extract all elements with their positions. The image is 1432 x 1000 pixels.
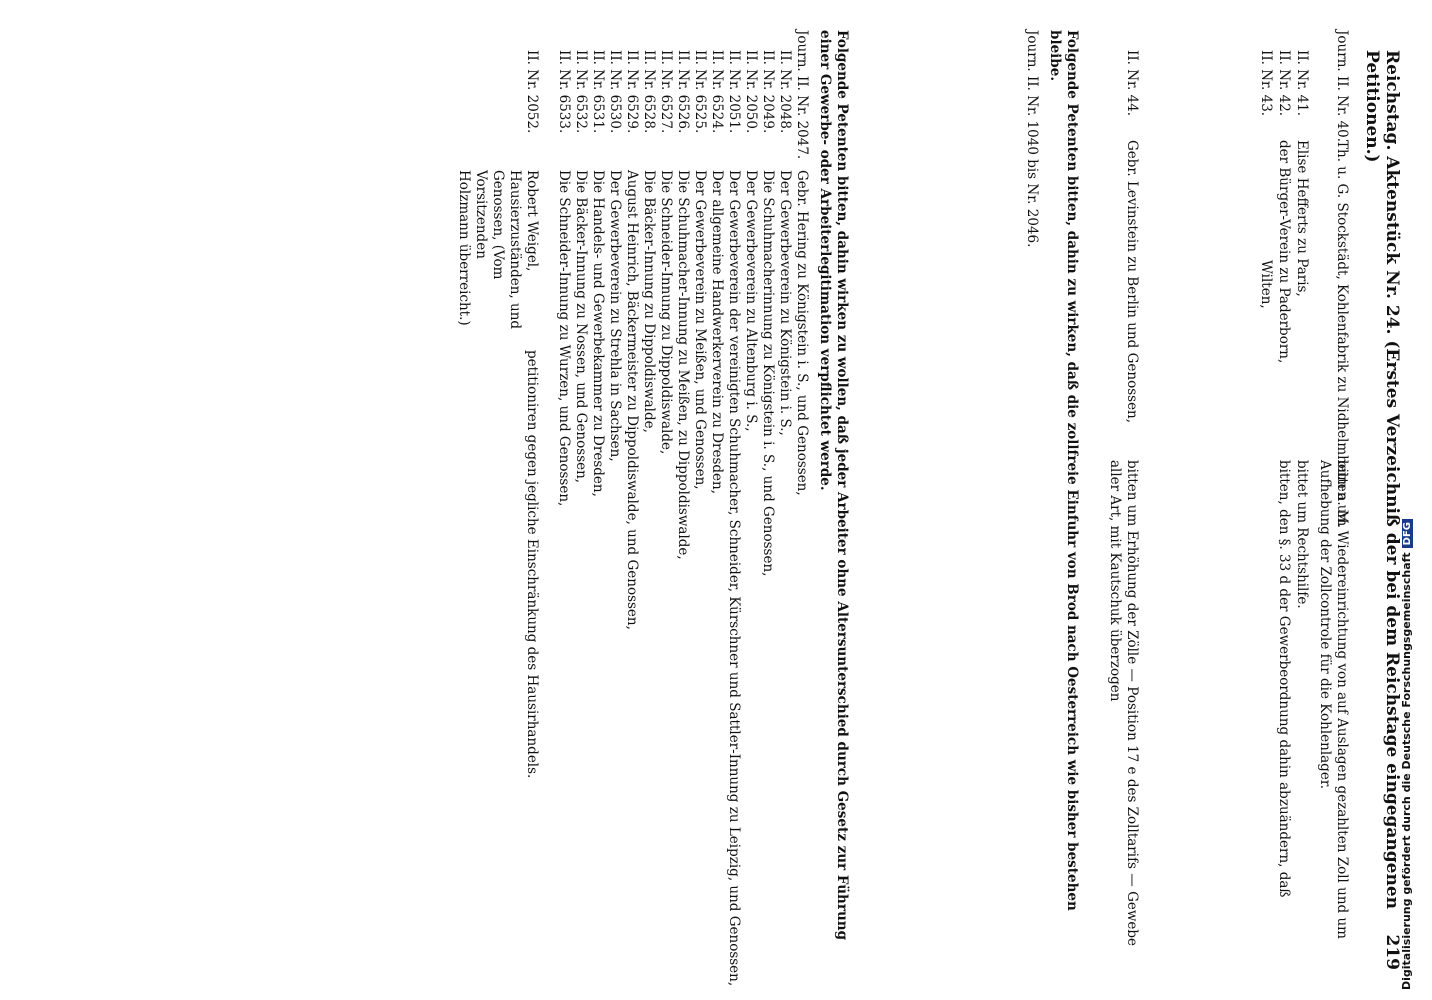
list-item-text: Der Gewerbeverein zu Meißen, und Genossen, bbox=[692, 170, 708, 490]
list-item-ref: II. Nr. 6530. bbox=[607, 50, 623, 134]
list-item-ref: II. Nr. 6531. bbox=[590, 50, 606, 134]
entry-ref: Journ. II. Nr. 40. bbox=[1334, 30, 1350, 143]
credit-text: Digitalisierung gefördert durch die Deutsche Forschungsgemeinschaft bbox=[1400, 552, 1413, 990]
section-heading: Folgende Petenten bitten, dahin wirken zu wollen, daß jeder Arbeiter ohne Altersunterschied durch Gesetz zur Führung einer Gewerbe- oder Arbeiterlegitimation verpflichtet werde. bbox=[817, 30, 850, 941]
entry-petitioner: Wilten, bbox=[1258, 260, 1274, 309]
list-item-ref: II. Nr. 2048. bbox=[777, 50, 793, 134]
section-ref: Journ. II. Nr. 1040 bis Nr. 2046. bbox=[1024, 30, 1040, 248]
rotated-content bbox=[20, 30, 1410, 987]
list-item-ref: II. Nr. 6529. bbox=[624, 50, 640, 134]
header-page-number: 219 bbox=[1382, 934, 1402, 970]
list-item-text: Der allgemeine Handwerkerverein zu Dresden, bbox=[709, 170, 725, 495]
entry-ref: II. Nr. 41. bbox=[1294, 50, 1310, 117]
dfg-logo: DFG bbox=[1402, 519, 1413, 548]
entry-petitioner: der Bürger-Verein zu Paderborn, bbox=[1276, 140, 1292, 364]
list-item-note: petitioniren gegen jegliche Einschränkung des Hausirhandels. bbox=[524, 350, 540, 779]
list-item-text: Robert Weigel, Hausierzuständen, und Genossen, (Vom Vorsitzenden Holzmann überreicht.) bbox=[456, 170, 540, 330]
digitization-credit bbox=[1400, 519, 1413, 990]
entry-text: bittet um Rechtshilfe. bbox=[1294, 460, 1310, 609]
list-item-ref: II. Nr. 2050. bbox=[743, 50, 759, 134]
entry-petitioner: Elise Hefferts zu Paris, bbox=[1294, 140, 1310, 297]
list-item-text: Die Schuhmacherinnung zu Königstein i. S., und Genossen, bbox=[760, 170, 776, 577]
list-item-ref: II. Nr. 2049. bbox=[760, 50, 776, 134]
list-item-text: Der Gewerbeverein zu Königstein i. S., bbox=[777, 170, 793, 436]
list-item-text: August Heinrich, Bäckermeister zu Dippoldiswalde, und Genossen, bbox=[624, 170, 640, 630]
list-item-text: Der Gewerbeverein zu Altenburg i. S., bbox=[743, 170, 759, 432]
list-item-text: Der Gewerbeverein zu Strehla in Sachsen, bbox=[607, 170, 623, 462]
entry-text: bitten um Wiedereinrichtung von auf Auslagen gezahlten Zoll und um Aufhebung der Zollcontrole für die Kohlenlager. bbox=[1317, 460, 1350, 939]
list-item-text: Die Bäcker-Innung zu Dippoldiswalde, bbox=[641, 170, 657, 433]
list-item-text: Die Schneider-Innung zu Dippoldiswalde, bbox=[658, 170, 674, 455]
list-item-ref: II. Nr. 6526. bbox=[675, 50, 691, 134]
entry-text: bitten um Erhöhung der Zölle — Position 17 e des Zolltarifs — Gewebe aller Art, mit Kautschuk überzogen bbox=[1107, 460, 1140, 947]
entry-ref: II. Nr. 44. bbox=[1124, 50, 1140, 117]
list-item-text: Die Bäcker-Innung zu Nossen, und Genossen, bbox=[573, 170, 589, 484]
section-heading: Folgende Petenten bitten, dahin zu wirken, daß die zollfreie Einfuhr von Brod nach Oesterreich wie bisher bestehen bleibe. bbox=[1047, 30, 1080, 911]
list-item-text: Die Handels- und Gewerbekammer zu Dresden, bbox=[590, 170, 606, 497]
list-item-ref: II. Nr. 6533. bbox=[556, 50, 572, 134]
list-item-text: Der Gewerbeverein der vereinigten Schuhmacher, Schneider, Kürschner und Sattler-Innung zu Leipzig, und Genossen, bbox=[726, 170, 742, 987]
entry-ref: II. Nr. 43. bbox=[1258, 50, 1274, 117]
list-item-ref: II. Nr. 6524. bbox=[709, 50, 725, 134]
header-title: Reichstag. Aktenstück Nr. 24. (Erstes Verzeichniß der bei dem Reichstage eingegangenen Petitionen.) bbox=[1362, 50, 1402, 910]
entry-petitioner: Gebr. Levinstein zu Berlin und Genossen, bbox=[1124, 140, 1140, 424]
list-item-ref: II. Nr. 2051. bbox=[726, 50, 742, 134]
entry-petitioner: Th. u. G. Stockstädt, Kohlenfabrik zu Nidhelmheim a. M. bbox=[1334, 140, 1350, 529]
list-item-ref: Journ. II. Nr. 2047. bbox=[794, 30, 810, 160]
list-item-text: Die Schuhmacher-Innung zu Meißen, zu Dippoldiswalde, bbox=[675, 170, 691, 560]
list-item-ref: II. Nr. 6525. bbox=[692, 50, 708, 134]
list-item-ref: II. Nr. 2052. bbox=[524, 50, 540, 134]
entry-ref: II. Nr. 42. bbox=[1276, 50, 1292, 117]
list-item-text: Gebr. Hering zu Königstein i. S., und Genossen, bbox=[794, 170, 810, 496]
list-item-ref: II. Nr. 6532. bbox=[573, 50, 589, 134]
list-item-ref: II. Nr. 6527. bbox=[658, 50, 674, 134]
list-item-text: Die Schneider-Innung zu Wurzen, und Genossen, bbox=[556, 170, 572, 507]
list-item-ref: II. Nr. 6528. bbox=[641, 50, 657, 134]
entry-text: bitten, den §. 33 d der Gewerbeordnung dahin abzuändern, daß bbox=[1276, 460, 1292, 898]
